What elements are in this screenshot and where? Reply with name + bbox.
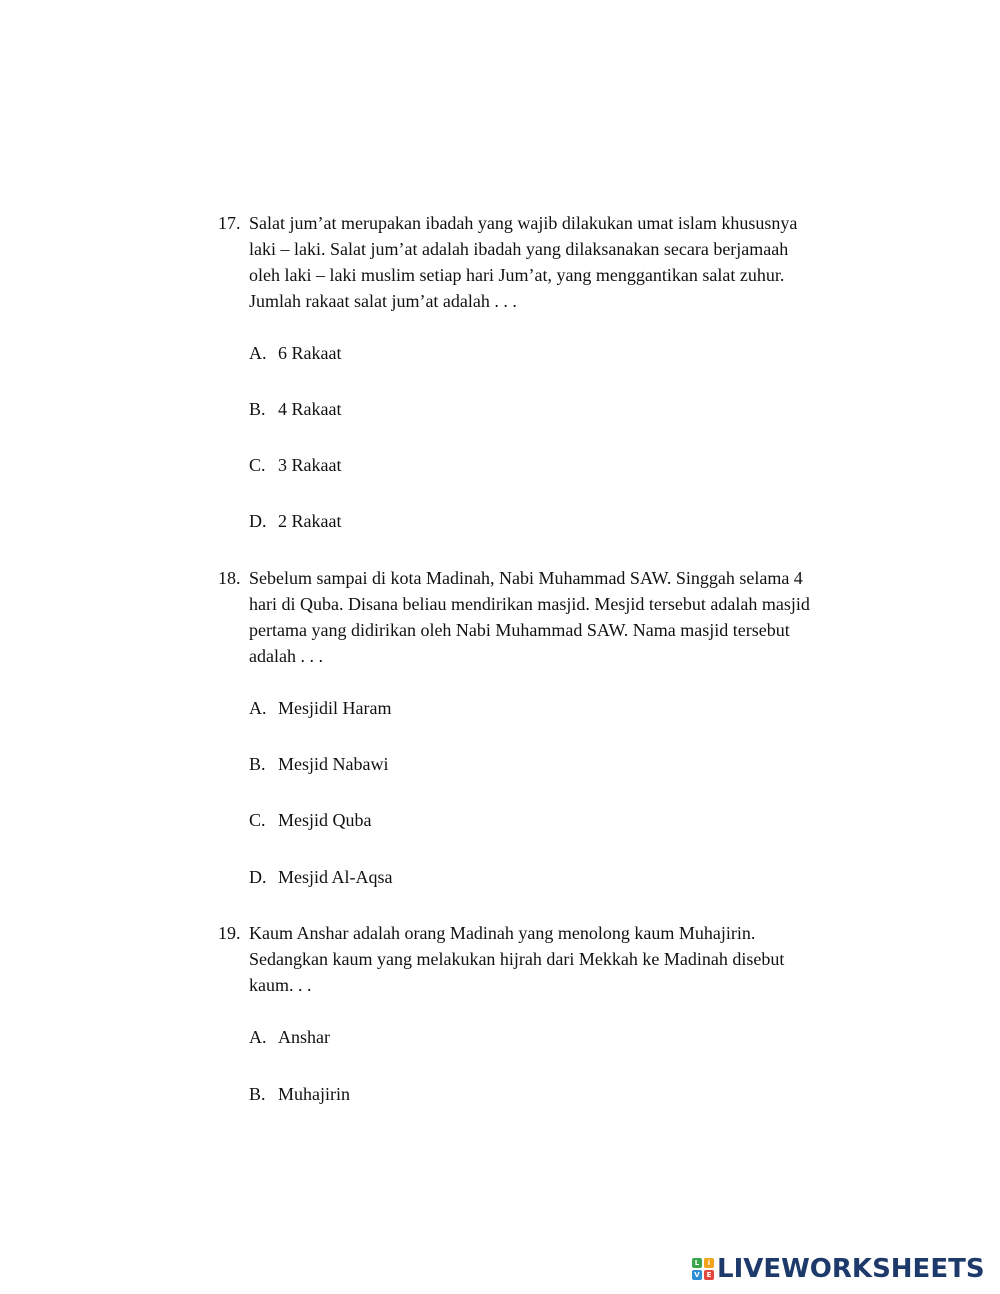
option-d[interactable] xyxy=(249,864,393,890)
question-line: kaum. . . xyxy=(249,975,312,995)
question-text xyxy=(249,920,869,998)
question-line: pertama yang didirikan oleh Nabi Muhammad SAW. Nama masjid tersebut xyxy=(249,620,790,640)
liveworksheets-logo-icon xyxy=(692,1258,714,1280)
logo-text: LIVEWORKSHEETS xyxy=(717,1254,985,1284)
option-text: Mesjid Quba xyxy=(278,810,372,830)
option-c[interactable] xyxy=(249,452,341,478)
option-text: 2 Rakaat xyxy=(278,511,342,531)
option-text: Mesjid Al-Aqsa xyxy=(278,867,393,887)
logo-mark-cell: L xyxy=(692,1258,702,1268)
option-letter: A. xyxy=(249,698,267,718)
option-text: 6 Rakaat xyxy=(278,343,342,363)
option-text: 4 Rakaat xyxy=(278,399,342,419)
option-letter: A. xyxy=(249,1027,267,1047)
option-text: 3 Rakaat xyxy=(278,455,342,475)
logo-mark-cell: V xyxy=(692,1270,702,1280)
option-text: Mesjid Nabawi xyxy=(278,754,389,774)
question-line: Salat jum’at merupakan ibadah yang wajib dilakukan umat islam khususnya xyxy=(249,213,798,233)
question-line: laki – laki. Salat jum’at adalah ibadah yang dilaksanakan secara berjamaah xyxy=(249,239,789,259)
question-line: Kaum Anshar adalah orang Madinah yang menolong kaum Muhajirin. xyxy=(249,923,756,943)
option-letter: B. xyxy=(249,1084,266,1104)
option-letter: B. xyxy=(249,754,266,774)
option-letter: C. xyxy=(249,810,266,830)
option-b[interactable] xyxy=(249,751,388,777)
option-a[interactable] xyxy=(249,340,341,366)
liveworksheets-logo xyxy=(692,1255,985,1283)
question-number: 17. xyxy=(218,213,241,233)
logo-mark-cell: E xyxy=(704,1270,714,1280)
question-line: Sebelum sampai di kota Madinah, Nabi Muhammad SAW. Singgah selama 4 xyxy=(249,568,803,588)
option-text: Anshar xyxy=(278,1027,330,1047)
option-a[interactable] xyxy=(249,695,391,721)
question-line: Jumlah rakaat salat jum’at adalah . . . xyxy=(249,291,517,311)
question-line: adalah . . . xyxy=(249,646,323,666)
question-line: hari di Quba. Disana beliau mendirikan masjid. Mesjid tersebut adalah masjid xyxy=(249,594,810,614)
option-letter: A. xyxy=(249,343,267,363)
question-line: oleh laki – laki muslim setiap hari Jum’at, yang menggantikan salat zuhur. xyxy=(249,265,785,285)
option-b[interactable] xyxy=(249,1081,350,1107)
question-line: Sedangkan kaum yang melakukan hijrah dari Mekkah ke Madinah disebut xyxy=(249,949,785,969)
option-b[interactable] xyxy=(249,396,341,422)
option-c[interactable] xyxy=(249,807,372,833)
question-text xyxy=(249,565,869,669)
question-number: 18. xyxy=(218,568,241,588)
option-letter: D. xyxy=(249,511,267,531)
option-d[interactable] xyxy=(249,508,341,534)
option-letter: C. xyxy=(249,455,266,475)
option-letter: B. xyxy=(249,399,266,419)
option-text: Muhajirin xyxy=(278,1084,350,1104)
logo-mark-cell: i xyxy=(704,1258,714,1268)
option-a[interactable] xyxy=(249,1024,330,1050)
option-letter: D. xyxy=(249,867,267,887)
question-number: 19. xyxy=(218,923,241,943)
question-text xyxy=(249,210,869,314)
option-text: Mesjidil Haram xyxy=(278,698,392,718)
